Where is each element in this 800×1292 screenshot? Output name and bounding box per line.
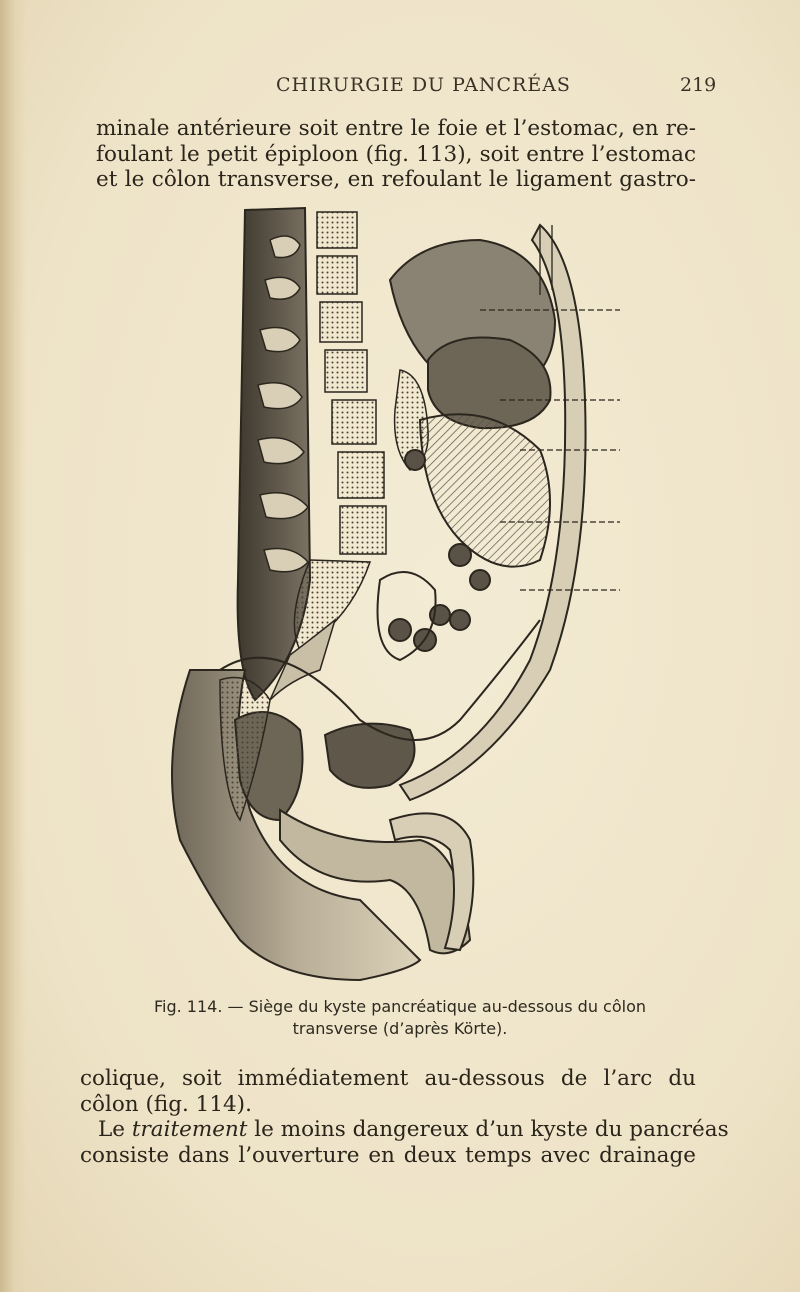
caption-line: transverse (d’après Körte). <box>292 1019 508 1038</box>
bottom-paragraph <box>80 1066 729 1168</box>
page-binding-edge <box>0 0 26 1292</box>
top-paragraph <box>96 116 696 193</box>
line-prefix: Le <box>98 1117 132 1142</box>
line-rest: le moins dangereux d’un kyste du pancréas <box>247 1117 729 1142</box>
paragraph-line <box>80 1117 729 1143</box>
pancreatic-cyst <box>420 414 550 566</box>
bladder <box>325 724 415 788</box>
paragraph-line: colique, soit immédiatement au-dessous de l’arc du <box>80 1066 696 1091</box>
chapter-title: CHIRURGIE DU PANCRÉAS <box>276 74 571 96</box>
paragraph-line: minale antérieure soit entre le foie et l’estomac, en re- <box>96 116 696 141</box>
paragraph-line: côlon (fig. 114). <box>80 1091 252 1117</box>
figure-caption <box>100 996 700 1040</box>
emphasis-traitement: traitement <box>131 1117 248 1142</box>
paragraph-line: et le côlon transverse, en refoulant le ligament gastro- <box>96 167 696 192</box>
anatomical-illustration <box>160 200 630 990</box>
running-head <box>0 74 800 100</box>
page-number: 219 <box>680 74 717 96</box>
caption-line: Fig. 114. — Siège du kyste pancréatique au-dessous du côlon <box>153 997 647 1016</box>
paragraph-line: foulant le petit épiploon (fig. 113), soit entre l’estomac <box>96 141 696 167</box>
paragraph-line: consiste dans l’ouverture en deux temps avec drainage <box>80 1142 696 1168</box>
